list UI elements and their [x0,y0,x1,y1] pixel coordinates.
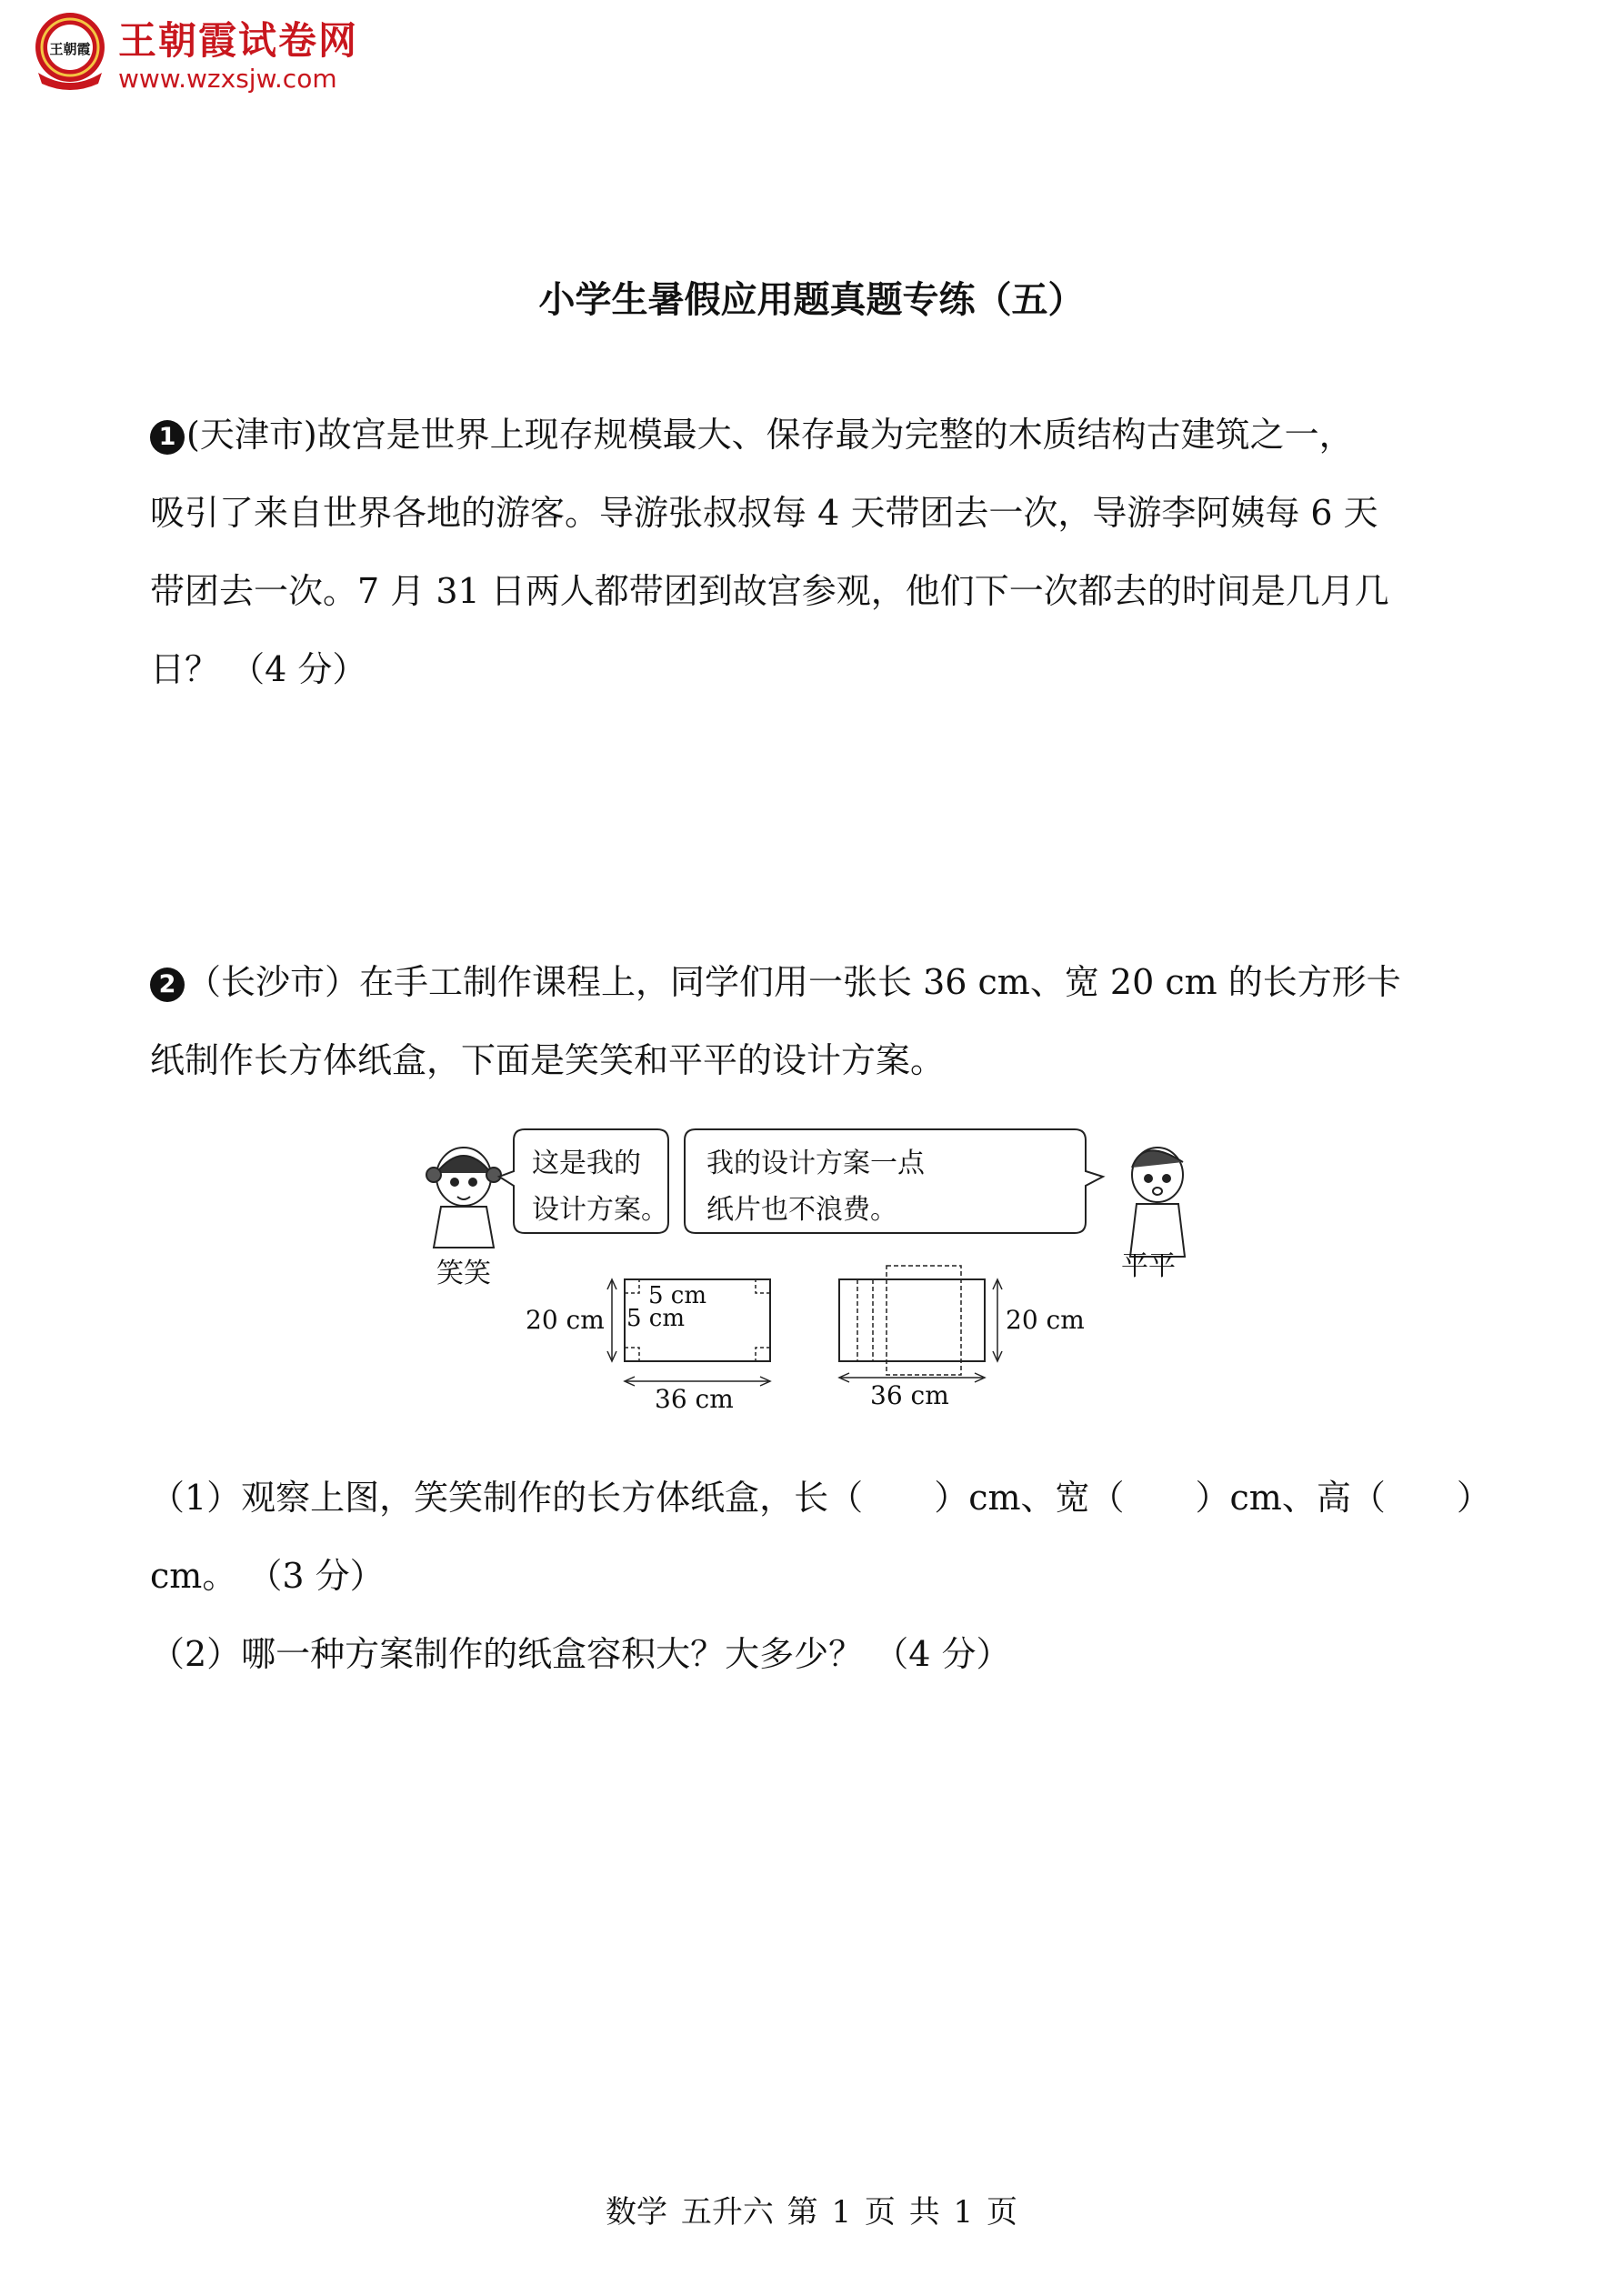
left-width-label: 36 cm [655,1384,734,1414]
brand-name: 王朝霞试卷网 [118,18,359,63]
boy-bubble-line: 纸片也不浪费。 [706,1194,897,1226]
page-footer: 数学 五升六 第 1 页 共 1 页 [606,2194,1017,2231]
boy-illustration [1130,1148,1185,1257]
girl-illustration [426,1148,501,1248]
question-2-line: 2 （长沙市）在手工制作课程上，同学们用一张长 36 cm、宽 20 cm 的长方形卡 [150,943,1496,1021]
question-1-line: 1 (天津市)故宫是世界上现存规模最大、保存最为完整的木质结构古建筑之一， [150,396,1496,474]
boy-bubble-line: 我的设计方案一点 [706,1148,925,1179]
box-design-figure [423,1120,1200,1429]
question-1-line: 吸引了来自世界各地的游客。导游张叔叔每 4 天带团去一次，导游李阿姨每 6 天 [150,493,1378,533]
left-height-label: 20 cm [526,1305,605,1335]
sub-question-1: （1）观察上图，笑笑制作的长方体纸盒，长（ ）cm、宽（ ）cm、高（ ） [150,1478,1491,1518]
right-width-label: 36 cm [870,1380,949,1410]
right-box-net [839,1266,1002,1382]
girl-bubble-line: 这是我的 [532,1148,641,1179]
question-1 [150,396,1496,708]
question-number-badge: 2 [150,968,185,1002]
page-title: 小学生暑假应用题真题专练（五） [538,279,1085,321]
girl-bubble-line: 设计方案。 [532,1194,668,1226]
question-1-line: 日？ （4 分） [150,649,367,689]
brand-url: www.wzxsjw.com [118,64,337,94]
sub-question-1-continuation: cm。 （3 分） [150,1556,385,1596]
question-1-line: 带团去一次。7 月 31 日两人都带团到故宫参观，他们下一次都去的时间是几月几 [150,571,1389,611]
logo-badge-icon [29,9,111,91]
boy-name-label: 平平 [1121,1250,1176,1282]
question-2-line: 纸制作长方体纸盒，下面是笑笑和平平的设计方案。 [150,1040,946,1080]
logo-text: 王朝霞 [49,41,91,57]
question-2 [150,943,1496,1099]
sub-question-2: （2）哪一种方案制作的纸盒容积大？大多少？ （4 分） [150,1634,1011,1674]
left-corner-label: 5 cm [648,1282,707,1309]
question-number-badge: 1 [150,420,185,455]
left-corner-label: 5 cm [626,1305,686,1332]
girl-name-label: 笑笑 [436,1258,491,1289]
right-height-label: 20 cm [1006,1305,1085,1335]
